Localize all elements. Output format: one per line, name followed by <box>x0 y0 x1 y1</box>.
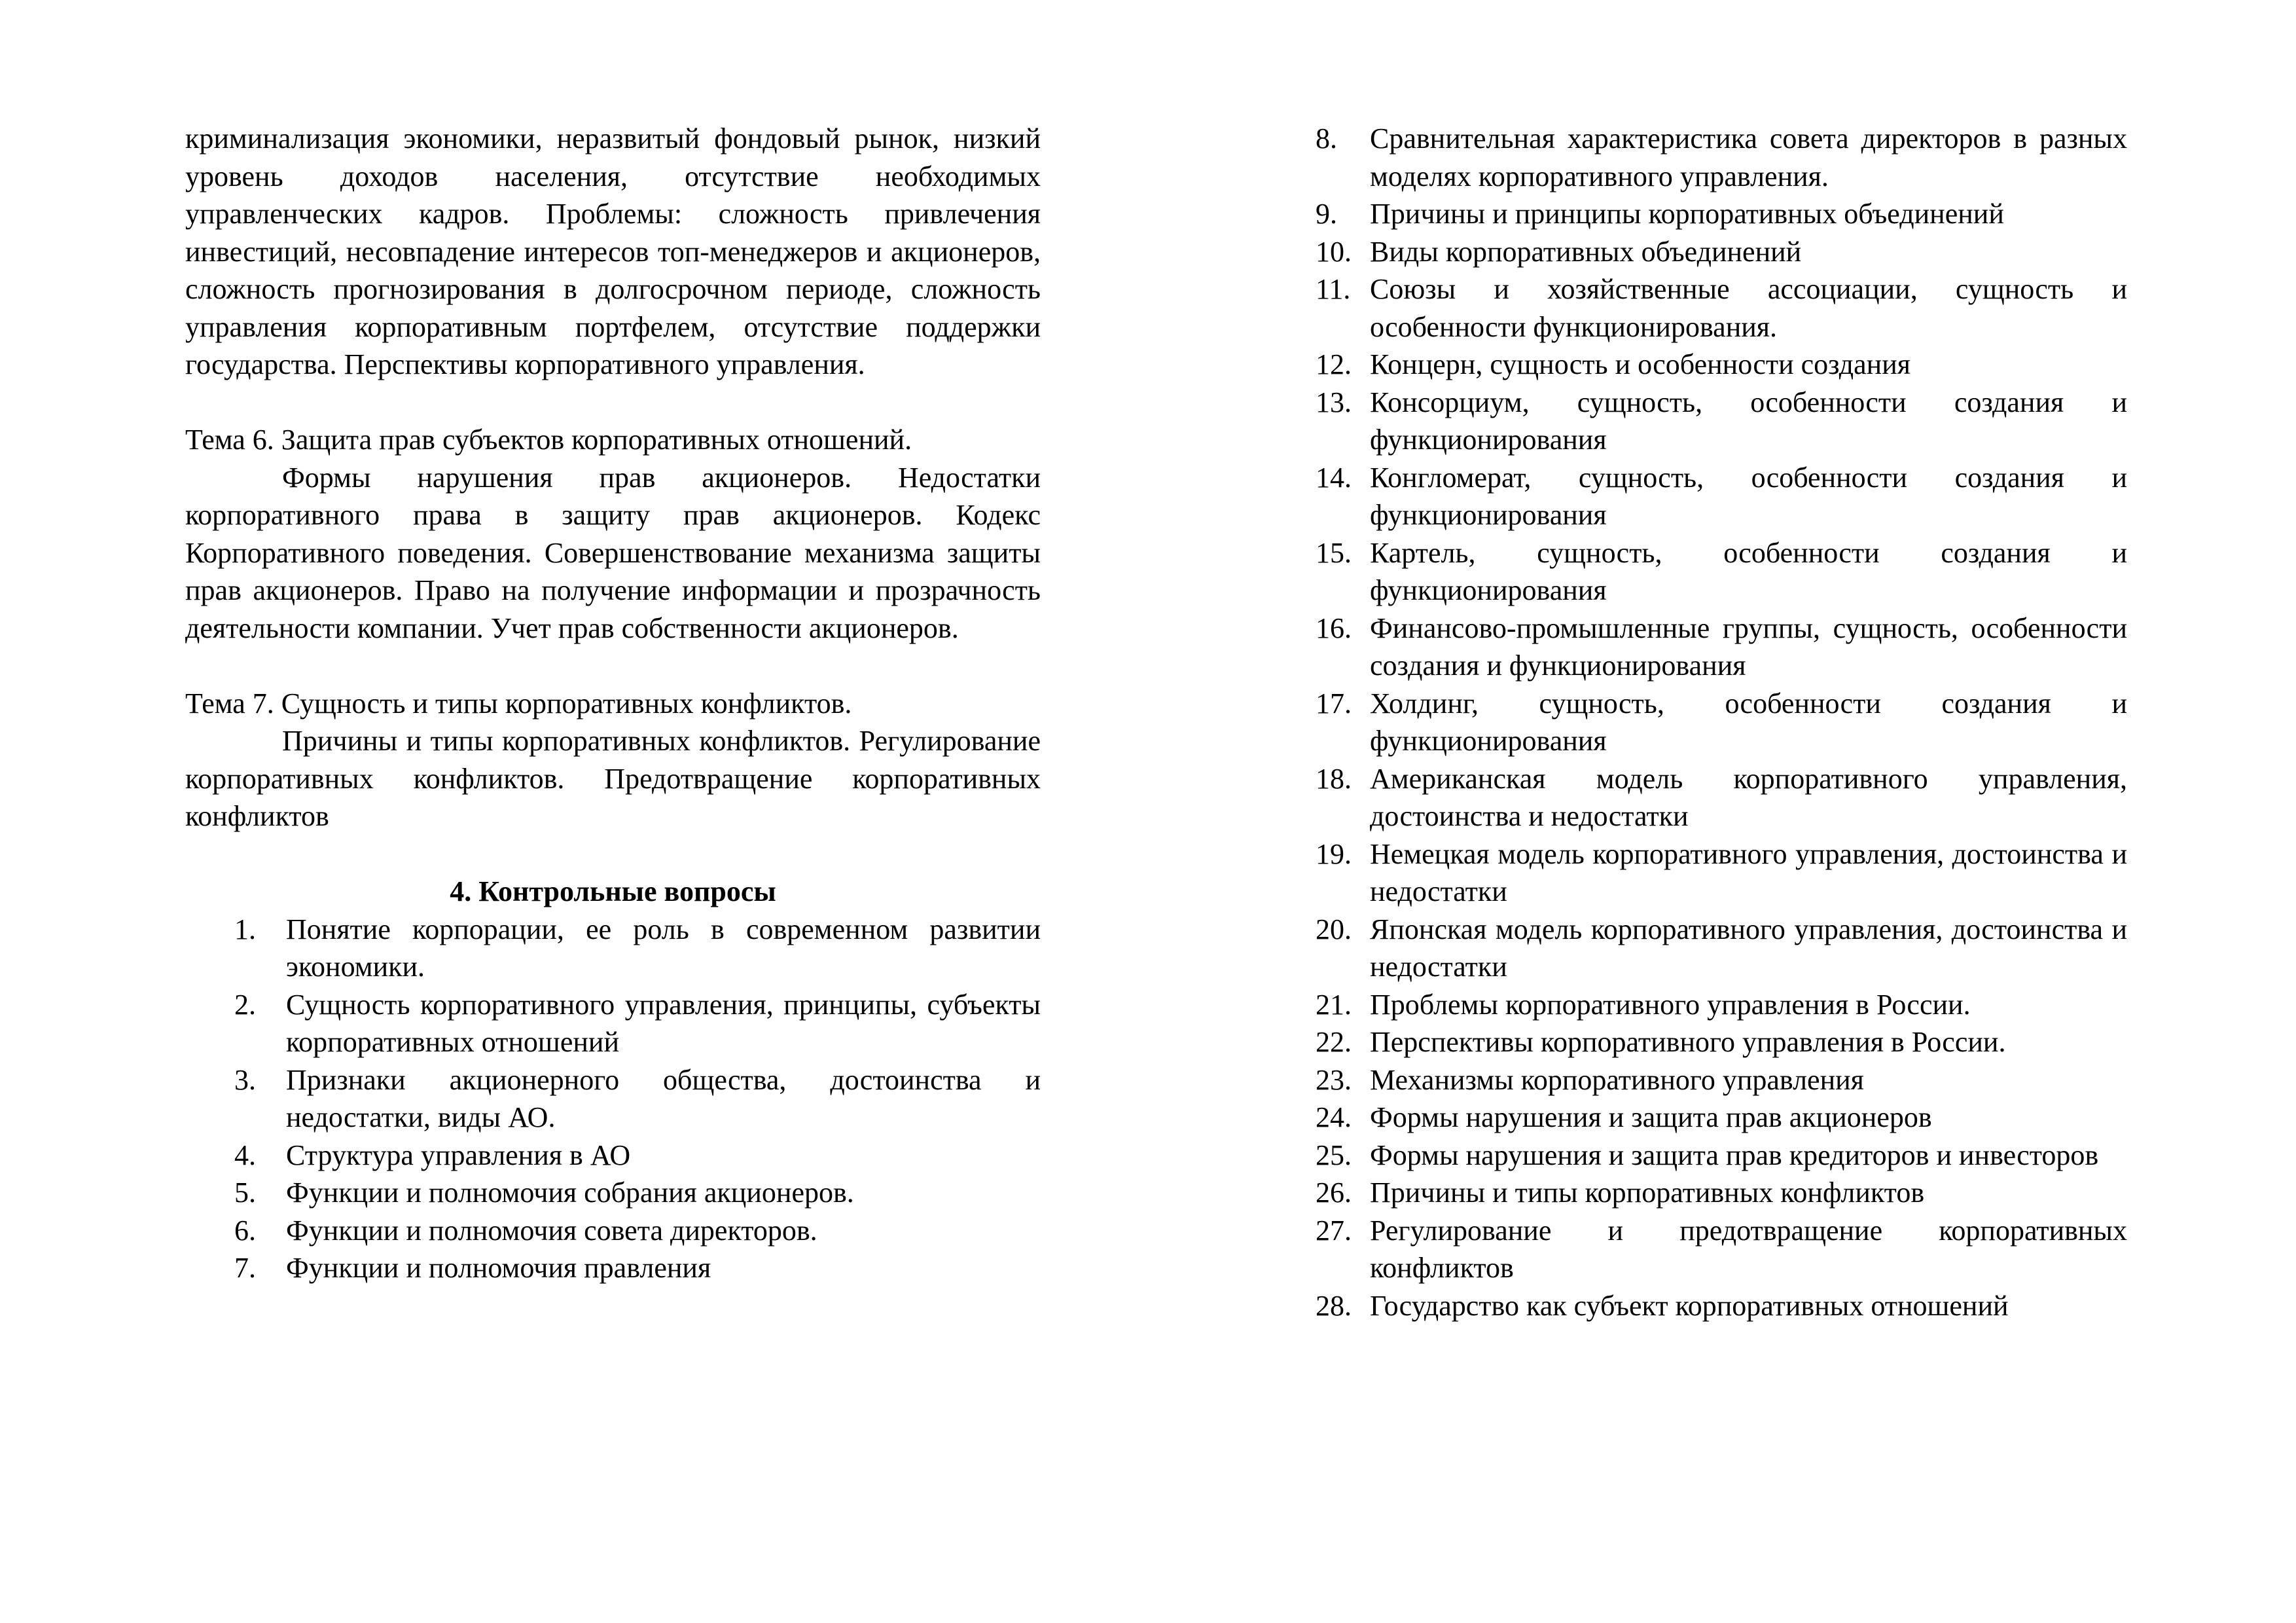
question-text: Холдинг, сущность, особенности создания и функционирования <box>1370 687 2127 757</box>
question-text: Виды корпоративных объединений <box>1370 235 1802 268</box>
list-item <box>185 1212 1041 1250</box>
question-number: 7. <box>234 1252 256 1284</box>
question-number: 2. <box>234 988 256 1021</box>
question-text: Японская модель корпоративного управления, достоинства и недостатки <box>1370 913 2127 983</box>
question-number: 15. <box>1316 536 1352 569</box>
list-item <box>185 1061 1041 1137</box>
question-text: Государство как субъект корпоративных отношений <box>1370 1289 2009 1322</box>
list-item <box>1316 1287 2127 1325</box>
list-item <box>1316 685 2127 760</box>
list-item <box>1316 986 2127 1024</box>
list-item <box>1316 459 2127 534</box>
question-text: Функции и полномочия собрания акционеров. <box>286 1176 854 1209</box>
question-number: 12. <box>1316 348 1352 380</box>
list-item <box>185 1249 1041 1287</box>
question-number: 16. <box>1316 611 1352 644</box>
question-text: Немецкая модель корпоративного управления, достоинства и недостатки <box>1370 837 2127 907</box>
list-item <box>1316 911 2127 986</box>
left-page-column <box>185 120 1041 1287</box>
question-text: Конгломерат, сущность, особенности создания и функционирования <box>1370 461 2127 531</box>
list-item <box>1316 1061 2127 1099</box>
list-item <box>185 1137 1041 1175</box>
question-number: 17. <box>1316 687 1352 720</box>
question-number: 22. <box>1316 1026 1352 1058</box>
question-text: Перспективы корпоративного управления в России. <box>1370 1026 2006 1058</box>
list-item <box>1316 384 2127 459</box>
question-text: Союзы и хозяйственные ассоциации, сущность и особенности функционирования. <box>1370 273 2127 343</box>
question-text: Механизмы корпоративного управления <box>1370 1063 1864 1096</box>
question-number: 26. <box>1316 1176 1352 1209</box>
list-item <box>1316 1099 2127 1137</box>
question-number: 10. <box>1316 235 1352 268</box>
list-item <box>1316 195 2127 233</box>
list-item <box>1316 233 2127 271</box>
question-text: Регулирование и предотвращение корпоративных конфликтов <box>1370 1214 2127 1284</box>
question-number: 11. <box>1316 273 1351 305</box>
question-number: 27. <box>1316 1214 1352 1247</box>
list-item <box>1316 760 2127 835</box>
question-number: 1. <box>234 913 256 945</box>
question-number: 4. <box>234 1139 256 1171</box>
question-number: 18. <box>1316 762 1352 795</box>
question-number: 6. <box>234 1214 256 1247</box>
list-item <box>185 986 1041 1061</box>
question-number: 14. <box>1316 461 1352 494</box>
spacer <box>185 384 1041 422</box>
question-number: 5. <box>234 1176 256 1209</box>
question-number: 24. <box>1316 1101 1352 1133</box>
question-text: Причины и принципы корпоративных объединений <box>1370 198 2004 230</box>
list-item <box>1316 534 2127 610</box>
question-text: Концерн, сущность и особенности создания <box>1370 348 1910 380</box>
question-number: 3. <box>234 1063 256 1096</box>
question-text: Структура управления в АО <box>286 1139 631 1171</box>
questions-list-left <box>185 911 1041 1287</box>
question-text: Сравнительная характеристика совета директоров в разных моделях корпоративного управления. <box>1370 122 2127 192</box>
topic-7-title: Тема 7. Сущность и типы корпоративных конфликтов. <box>185 687 852 720</box>
question-number: 19. <box>1316 837 1352 870</box>
list-item <box>1316 270 2127 346</box>
question-text: Финансово-промышленные группы, сущность, особенности создания и функционирования <box>1370 611 2127 682</box>
question-number: 28. <box>1316 1289 1352 1322</box>
list-item <box>185 911 1041 986</box>
question-text: Формы нарушения и защита прав акционеров <box>1370 1101 1932 1133</box>
spacer <box>185 647 1041 685</box>
topic-6-title: Тема 6. Защита прав субъектов корпоративных отношений. <box>185 424 912 456</box>
list-item <box>1316 1174 2127 1212</box>
spacer <box>185 835 1041 873</box>
question-text: Консорциум, сущность, особенности создания и функционирования <box>1370 386 2127 456</box>
right-page-column <box>1316 120 2127 1324</box>
intro-paragraph: криминализация экономики, неразвитый фондовый рынок, низкий уровень доходов населения, отсутствие необходимых управленческих кадров. Проблемы: сложность привлечения инвестиций, несовпадение интересов топ-менеджеров и акционеров, сложность прогнозирования в долгосрочном периоде, сложность управления корпоративным портфелем, отсутствие поддержки государства. Перспективы корпоративного управления. <box>185 122 1041 380</box>
questions-list-right <box>1316 120 2127 1324</box>
question-number: 13. <box>1316 386 1352 418</box>
question-text: Американская модель корпоративного управления, достоинства и недостатки <box>1370 762 2127 832</box>
topic-6-body: Формы нарушения прав акционеров. Недостатки корпоративного права в защиту прав акционеров. Кодекс Корпоративного поведения. Совершенствование механизма защиты прав акционеров. Право на получение информации и прозрачность деятельности компании. Учет прав собственности акционеров. <box>185 461 1041 644</box>
list-item <box>185 1174 1041 1212</box>
question-text: Формы нарушения и защита прав кредиторов и инвесторов <box>1370 1139 2099 1171</box>
question-number: 9. <box>1316 198 1337 230</box>
section-heading: 4. Контрольные вопросы <box>450 875 776 907</box>
list-item <box>1316 835 2127 911</box>
list-item <box>1316 610 2127 685</box>
question-text: Картель, сущность, особенности создания и функционирования <box>1370 536 2127 606</box>
list-item <box>1316 1212 2127 1287</box>
question-text: Причины и типы корпоративных конфликтов <box>1370 1176 1925 1209</box>
list-item <box>1316 120 2127 195</box>
question-text: Сущность корпоративного управления, принципы, субъекты корпоративных отношений <box>286 988 1041 1058</box>
question-text: Проблемы корпоративного управления в России. <box>1370 988 1971 1021</box>
question-number: 21. <box>1316 988 1352 1021</box>
list-item <box>1316 1137 2127 1175</box>
question-number: 8. <box>1316 122 1337 155</box>
question-text: Понятие корпорации, ее роль в современном развитии экономики. <box>286 913 1041 983</box>
question-number: 25. <box>1316 1139 1352 1171</box>
list-item <box>1316 1023 2127 1061</box>
question-text: Функции и полномочия правления <box>286 1252 711 1284</box>
question-number: 23. <box>1316 1063 1352 1096</box>
question-text: Признаки акционерного общества, достоинства и недостатки, виды АО. <box>286 1063 1041 1133</box>
question-text: Функции и полномочия совета директоров. <box>286 1214 817 1247</box>
topic-7-body: Причины и типы корпоративных конфликтов. Регулирование корпоративных конфликтов. Предотвращение корпоративных конфликтов <box>185 725 1041 832</box>
list-item <box>1316 346 2127 384</box>
question-number: 20. <box>1316 913 1352 945</box>
